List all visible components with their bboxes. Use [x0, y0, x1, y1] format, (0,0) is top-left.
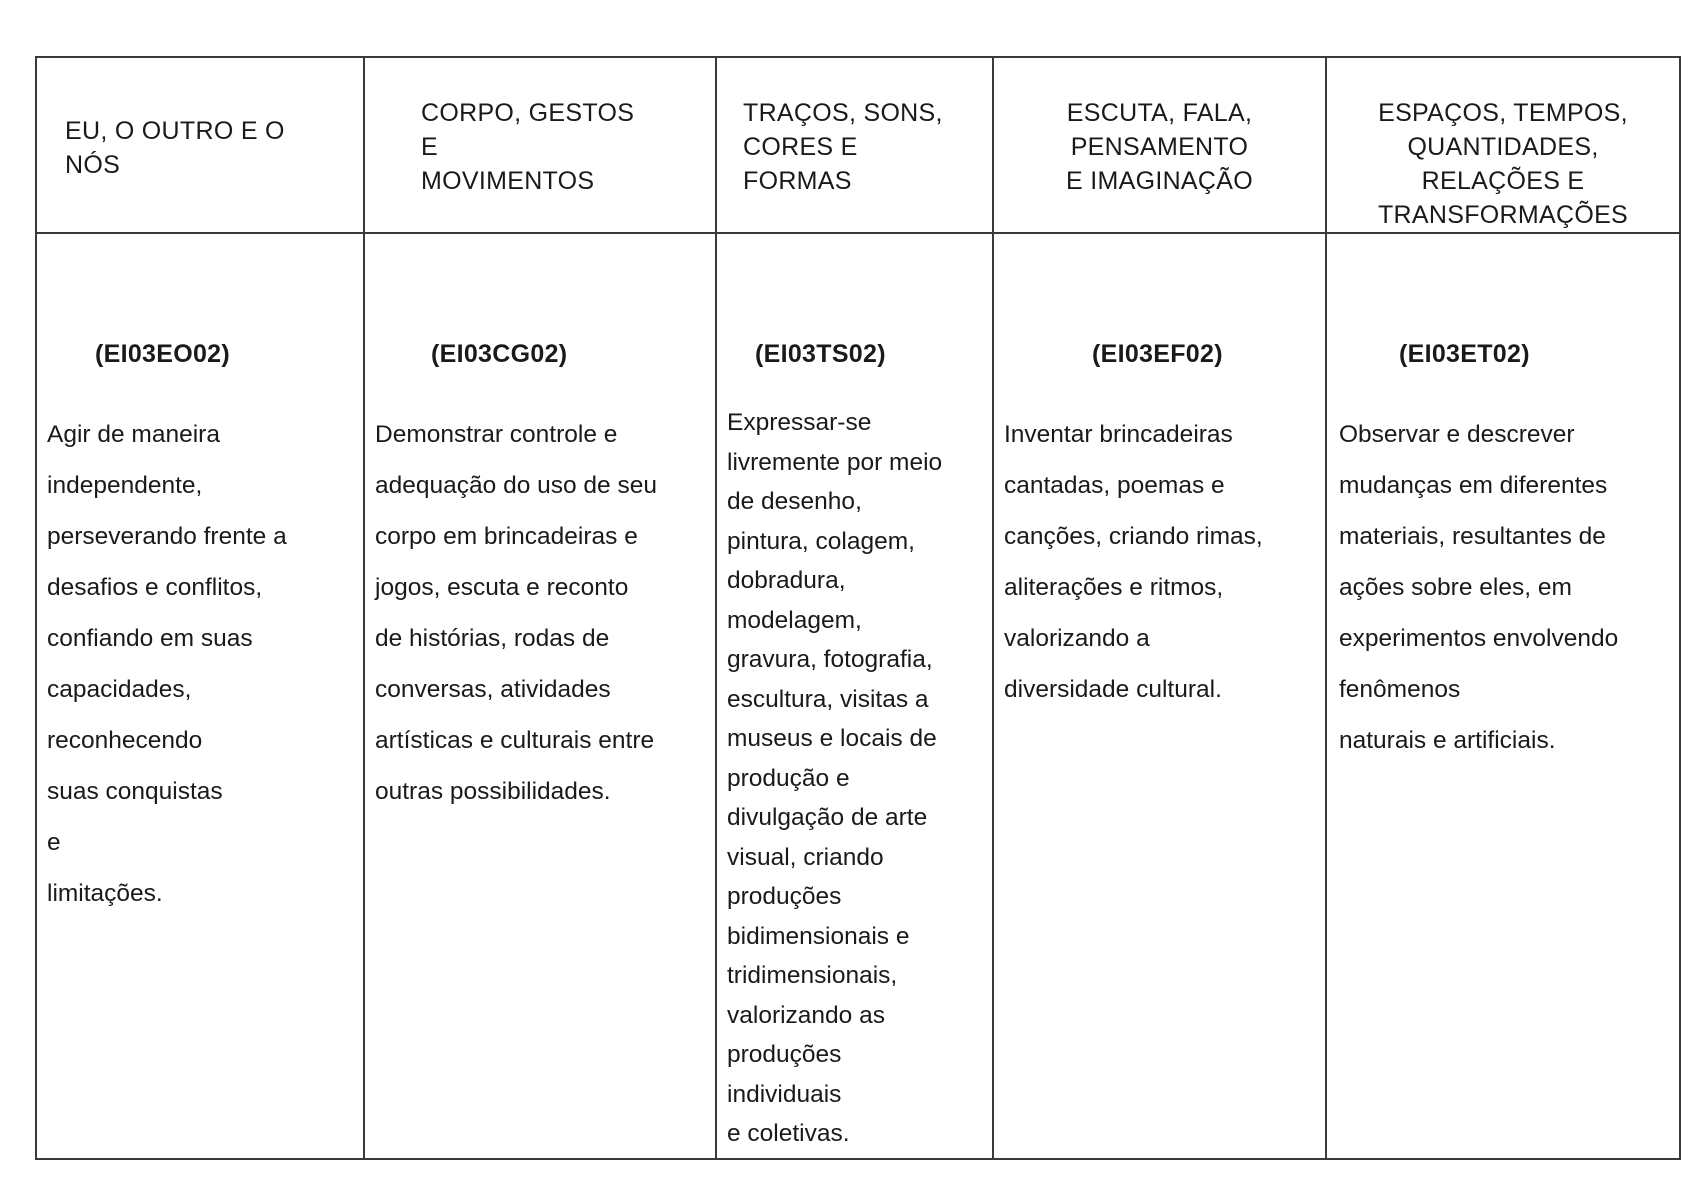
header-tracos-sons: TRAÇOS, SONS, CORES E FORMAS	[743, 99, 943, 195]
objective-code: (EI03EO02)	[95, 340, 231, 368]
objective-code: (EI03EF02)	[1092, 340, 1223, 368]
header-espacos-tempos: ESPAÇOS, TEMPOS, QUANTIDADES, RELAÇÕES E TRANSFORMAÇÕES	[1377, 99, 1629, 229]
objective-text: Inventar brincadeiras cantadas, poemas e canções, criando rimas, aliterações e ritmos, valorizando a diversidade cultural.	[1004, 421, 1263, 703]
objectives-row	[36, 233, 1680, 1159]
objective-text: Observar e descrever mudanças em diferentes materiais, resultantes de ações sobre eles, em experimentos envolvendo fenômenos naturais e artificiais.	[1339, 421, 1619, 754]
header-cell	[716, 57, 993, 233]
objective-cell	[36, 233, 364, 1159]
header-cell	[993, 57, 1326, 233]
objective-cell	[364, 233, 716, 1159]
objective-text: Demonstrar controle e adequação do uso de seu corpo em brincadeiras e jogos, escuta e reconto de histórias, rodas de conversas, atividades artísticas e culturais entre outras possibilidades.	[375, 421, 657, 805]
header-escuta-fala: ESCUTA, FALA, PENSAMENTO E IMAGINAÇÃO	[1066, 99, 1253, 195]
header-corpo-gestos: CORPO, GESTOS E MOVIMENTOS	[421, 99, 635, 195]
header-cell	[1326, 57, 1680, 233]
curriculum-table	[35, 56, 1681, 1160]
header-cell	[364, 57, 716, 233]
header-eu-outro-nos: EU, O OUTRO E O NÓS	[65, 117, 285, 179]
objective-code: (EI03ET02)	[1399, 340, 1530, 368]
objective-cell	[993, 233, 1326, 1159]
objective-text: Expressar-se livremente por meio de desenho, pintura, colagem, dobradura, modelagem, gravura, fotografia, escultura, visitas a museus e locais de produção e divulgação de arte visual, criando produções bidimensionais e tridimensionais, valorizando as produções individuais e coletivas.	[727, 409, 943, 1147]
objective-code: (EI03CG02)	[431, 340, 568, 368]
objective-code: (EI03TS02)	[755, 340, 886, 368]
objective-cell	[1326, 233, 1680, 1159]
header-cell	[36, 57, 364, 233]
objective-text: Agir de maneira independente, perseverando frente a desafios e conflitos, confiando em suas capacidades, reconhecendo suas conquistas e limitações.	[47, 421, 287, 907]
objective-cell	[716, 233, 993, 1159]
header-row	[36, 57, 1680, 233]
